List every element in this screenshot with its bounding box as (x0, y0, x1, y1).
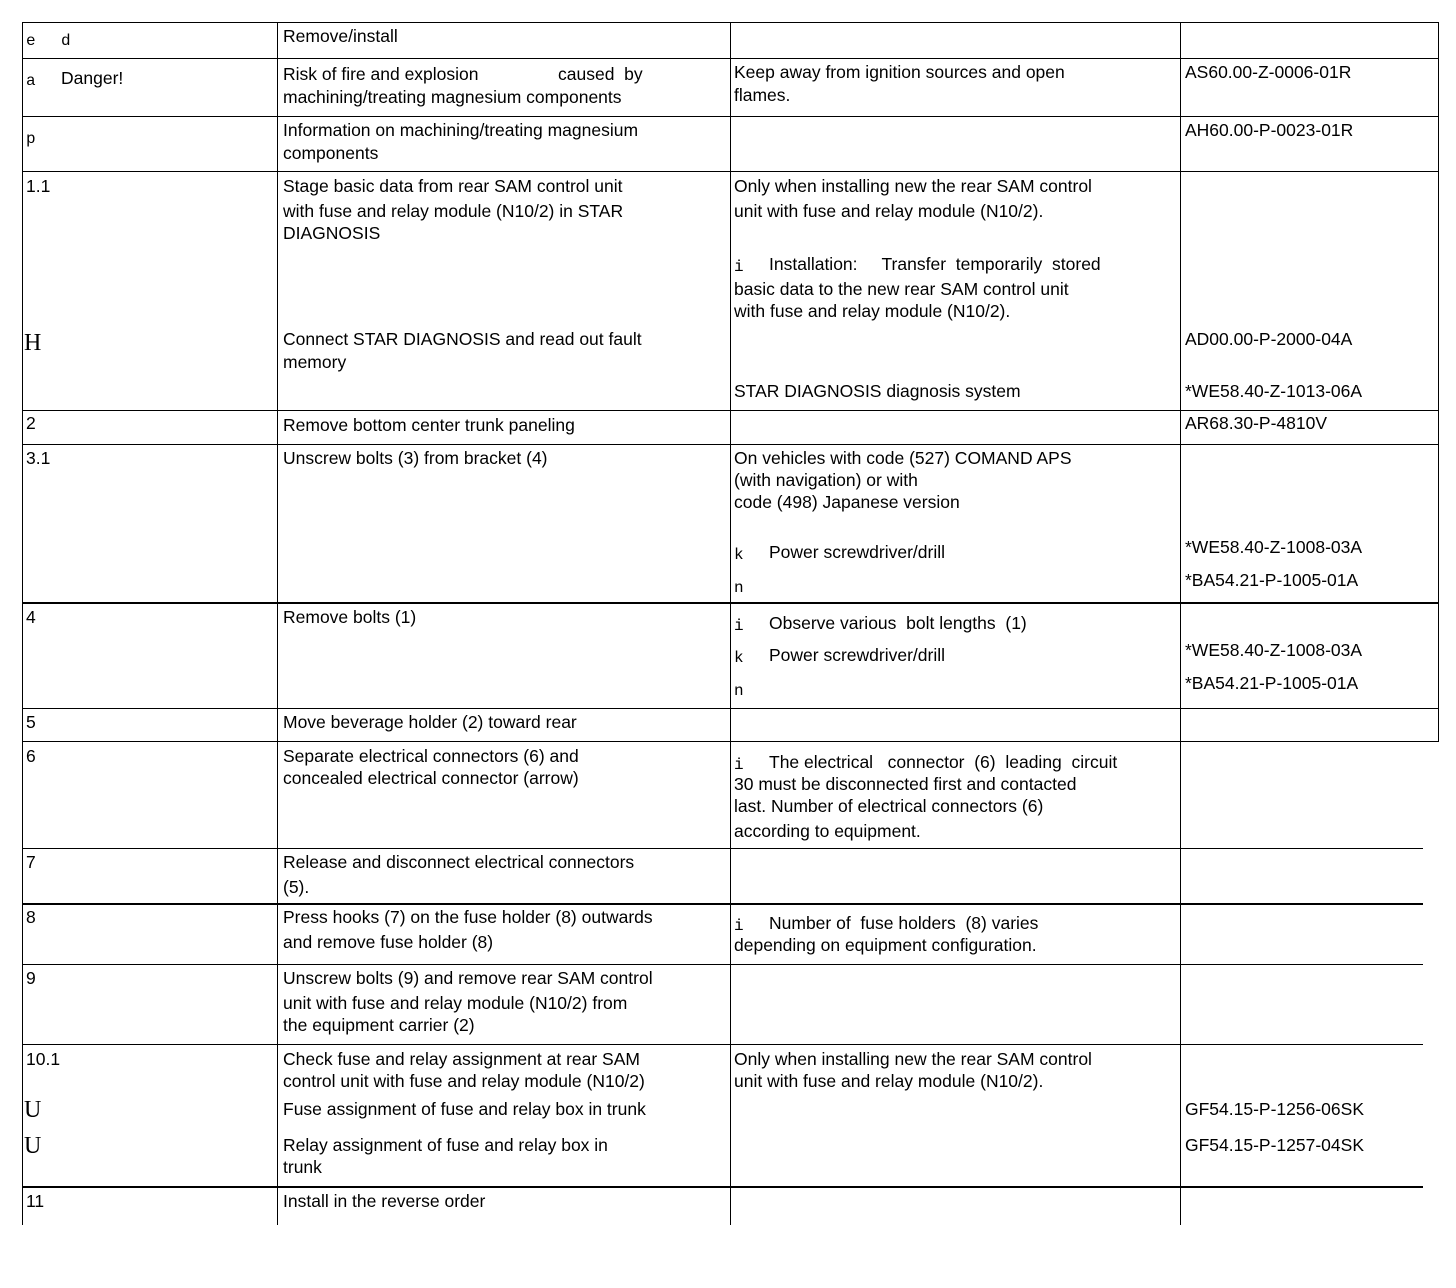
step-text: Separate electrical connectors (6) and (283, 746, 579, 766)
step-text: memory (283, 352, 347, 372)
rule (22, 903, 1423, 905)
step-text: DIAGNOSIS (283, 223, 381, 243)
info-symbol: p (26, 130, 36, 148)
step-number: 8 (26, 907, 36, 927)
torque-icon: n (734, 579, 744, 597)
step-text: and remove fuse holder (8) (283, 932, 494, 952)
info-icon: i (734, 617, 744, 635)
step-number: 3.1 (26, 448, 51, 468)
step-text: Check fuse and relay assignment at rear SAM (283, 1049, 640, 1069)
step-number: 1.1 (26, 176, 51, 196)
step-text: Remove bottom center trunk paneling (283, 415, 575, 435)
info-ref: AH60.00-P-0023-01R (1185, 120, 1354, 140)
h-symbol-icon: H (24, 330, 42, 356)
info-icon: i (734, 756, 744, 774)
step-text: Stage basic data from rear SAM control unit (283, 176, 623, 196)
note-text: On vehicles with code (527) COMAND APS (734, 448, 1072, 468)
ref-text: *BA54.21-P-1005-01A (1185, 570, 1359, 590)
danger-label: Danger! (61, 68, 124, 88)
step-number: 2 (26, 413, 36, 433)
rule (22, 848, 1423, 849)
note-text: unit with fuse and relay module (N10/2). (734, 201, 1044, 221)
note-text: Installation: Transfer temporarily stored (769, 254, 1101, 274)
note-text: unit with fuse and relay module (N10/2). (734, 1071, 1044, 1091)
col-rule (1180, 22, 1181, 1225)
info-icon: i (734, 917, 744, 935)
info-step-2: components (283, 143, 379, 163)
step-number: 11 (26, 1191, 45, 1211)
step-number: 10.1 (26, 1049, 61, 1069)
step-text: Unscrew bolts (9) and remove rear SAM control (283, 968, 653, 988)
rule (22, 1186, 1423, 1188)
note-text: Only when installing new the rear SAM control (734, 1049, 1092, 1069)
header-symbol-d: d (61, 32, 71, 50)
ref-text: AD00.00-P-2000-04A (1185, 329, 1353, 349)
ref-text: GF54.15-P-1257-04SK (1185, 1135, 1364, 1155)
col-rule (277, 22, 278, 1225)
ref-text: AR68.30-P-4810V (1185, 413, 1328, 433)
rule (22, 1044, 1423, 1045)
note-text: Power screwdriver/drill (769, 645, 946, 665)
rule (22, 964, 1423, 965)
note-text: STAR DIAGNOSIS diagnosis system (734, 381, 1021, 401)
note-text: code (498) Japanese version (734, 492, 960, 512)
danger-step-b: caused by (558, 64, 643, 84)
u-symbol-icon: U (24, 1133, 42, 1159)
step-number: 5 (26, 712, 36, 732)
danger-symbol: a (26, 72, 36, 90)
step-text: Install in the reverse order (283, 1191, 486, 1211)
step-number: 6 (26, 746, 36, 766)
danger-step-2: machining/treating magnesium components (283, 87, 622, 107)
step-text: Move beverage holder (2) toward rear (283, 712, 577, 732)
header-title: Remove/install (283, 26, 398, 46)
step-text: Unscrew bolts (3) from bracket (4) (283, 448, 548, 468)
info-icon: i (734, 258, 744, 276)
ref-text: *WE58.40-Z-1013-06A (1185, 381, 1363, 401)
note-text: The electrical connector (6) leading circuit (769, 752, 1118, 772)
danger-ref: AS60.00-Z-0006-01R (1185, 62, 1352, 82)
col-rule (730, 22, 731, 1225)
step-text: (5). (283, 877, 310, 897)
note-text: Power screwdriver/drill (769, 542, 946, 562)
step-text: Fuse assignment of fuse and relay box in trunk (283, 1099, 646, 1119)
step-text: Release and disconnect electrical connectors (283, 852, 635, 872)
ref-text: GF54.15-P-1256-06SK (1185, 1099, 1364, 1119)
note-text: Observe various bolt lengths (1) (769, 613, 1027, 633)
note-text: basic data to the new rear SAM control unit (734, 279, 1069, 299)
step-text: Relay assignment of fuse and relay box in (283, 1135, 608, 1155)
step-number: 9 (26, 968, 36, 988)
danger-note-1: Keep away from ignition sources and open (734, 62, 1065, 82)
tool-icon: k (734, 546, 744, 564)
header-symbol-e: e (26, 32, 36, 50)
col-rule-left (22, 22, 23, 1225)
tool-icon: k (734, 649, 744, 667)
ref-text: *WE58.40-Z-1008-03A (1185, 640, 1363, 660)
col-rule-right (1438, 22, 1439, 742)
step-number: 7 (26, 852, 36, 872)
note-text: Number of fuse holders (8) varies (769, 913, 1039, 933)
torque-icon: n (734, 682, 744, 700)
step-text: Connect STAR DIAGNOSIS and read out fault (283, 329, 642, 349)
note-text: Only when installing new the rear SAM control (734, 176, 1092, 196)
danger-step: Risk of fire and explosion (283, 64, 479, 84)
note-text: depending on equipment configuration. (734, 935, 1037, 955)
step-text: Press hooks (7) on the fuse holder (8) outwards (283, 907, 653, 927)
note-text: last. Number of electrical connectors (6) (734, 796, 1044, 816)
step-text: Remove bolts (1) (283, 607, 417, 627)
step-text: concealed electrical connector (arrow) (283, 768, 579, 788)
u-symbol-icon: U (24, 1097, 42, 1123)
step-number: 4 (26, 607, 36, 627)
step-text: unit with fuse and relay module (N10/2) from (283, 993, 628, 1013)
note-text: with fuse and relay module (N10/2). (734, 301, 1011, 321)
note-text: 30 must be disconnected first and contacted (734, 774, 1077, 794)
note-text: according to equipment. (734, 821, 921, 841)
step-text: trunk (283, 1157, 322, 1177)
note-text: (with navigation) or with (734, 470, 918, 490)
step-text: with fuse and relay module (N10/2) in STAR (283, 201, 624, 221)
info-step-1: Information on machining/treating magnesium (283, 120, 639, 140)
step-text: control unit with fuse and relay module (N10/2) (283, 1071, 645, 1091)
danger-note-2: flames. (734, 85, 791, 105)
step-text: the equipment carrier (2) (283, 1015, 475, 1035)
ref-text: *WE58.40-Z-1008-03A (1185, 537, 1363, 557)
ref-text: *BA54.21-P-1005-01A (1185, 673, 1359, 693)
